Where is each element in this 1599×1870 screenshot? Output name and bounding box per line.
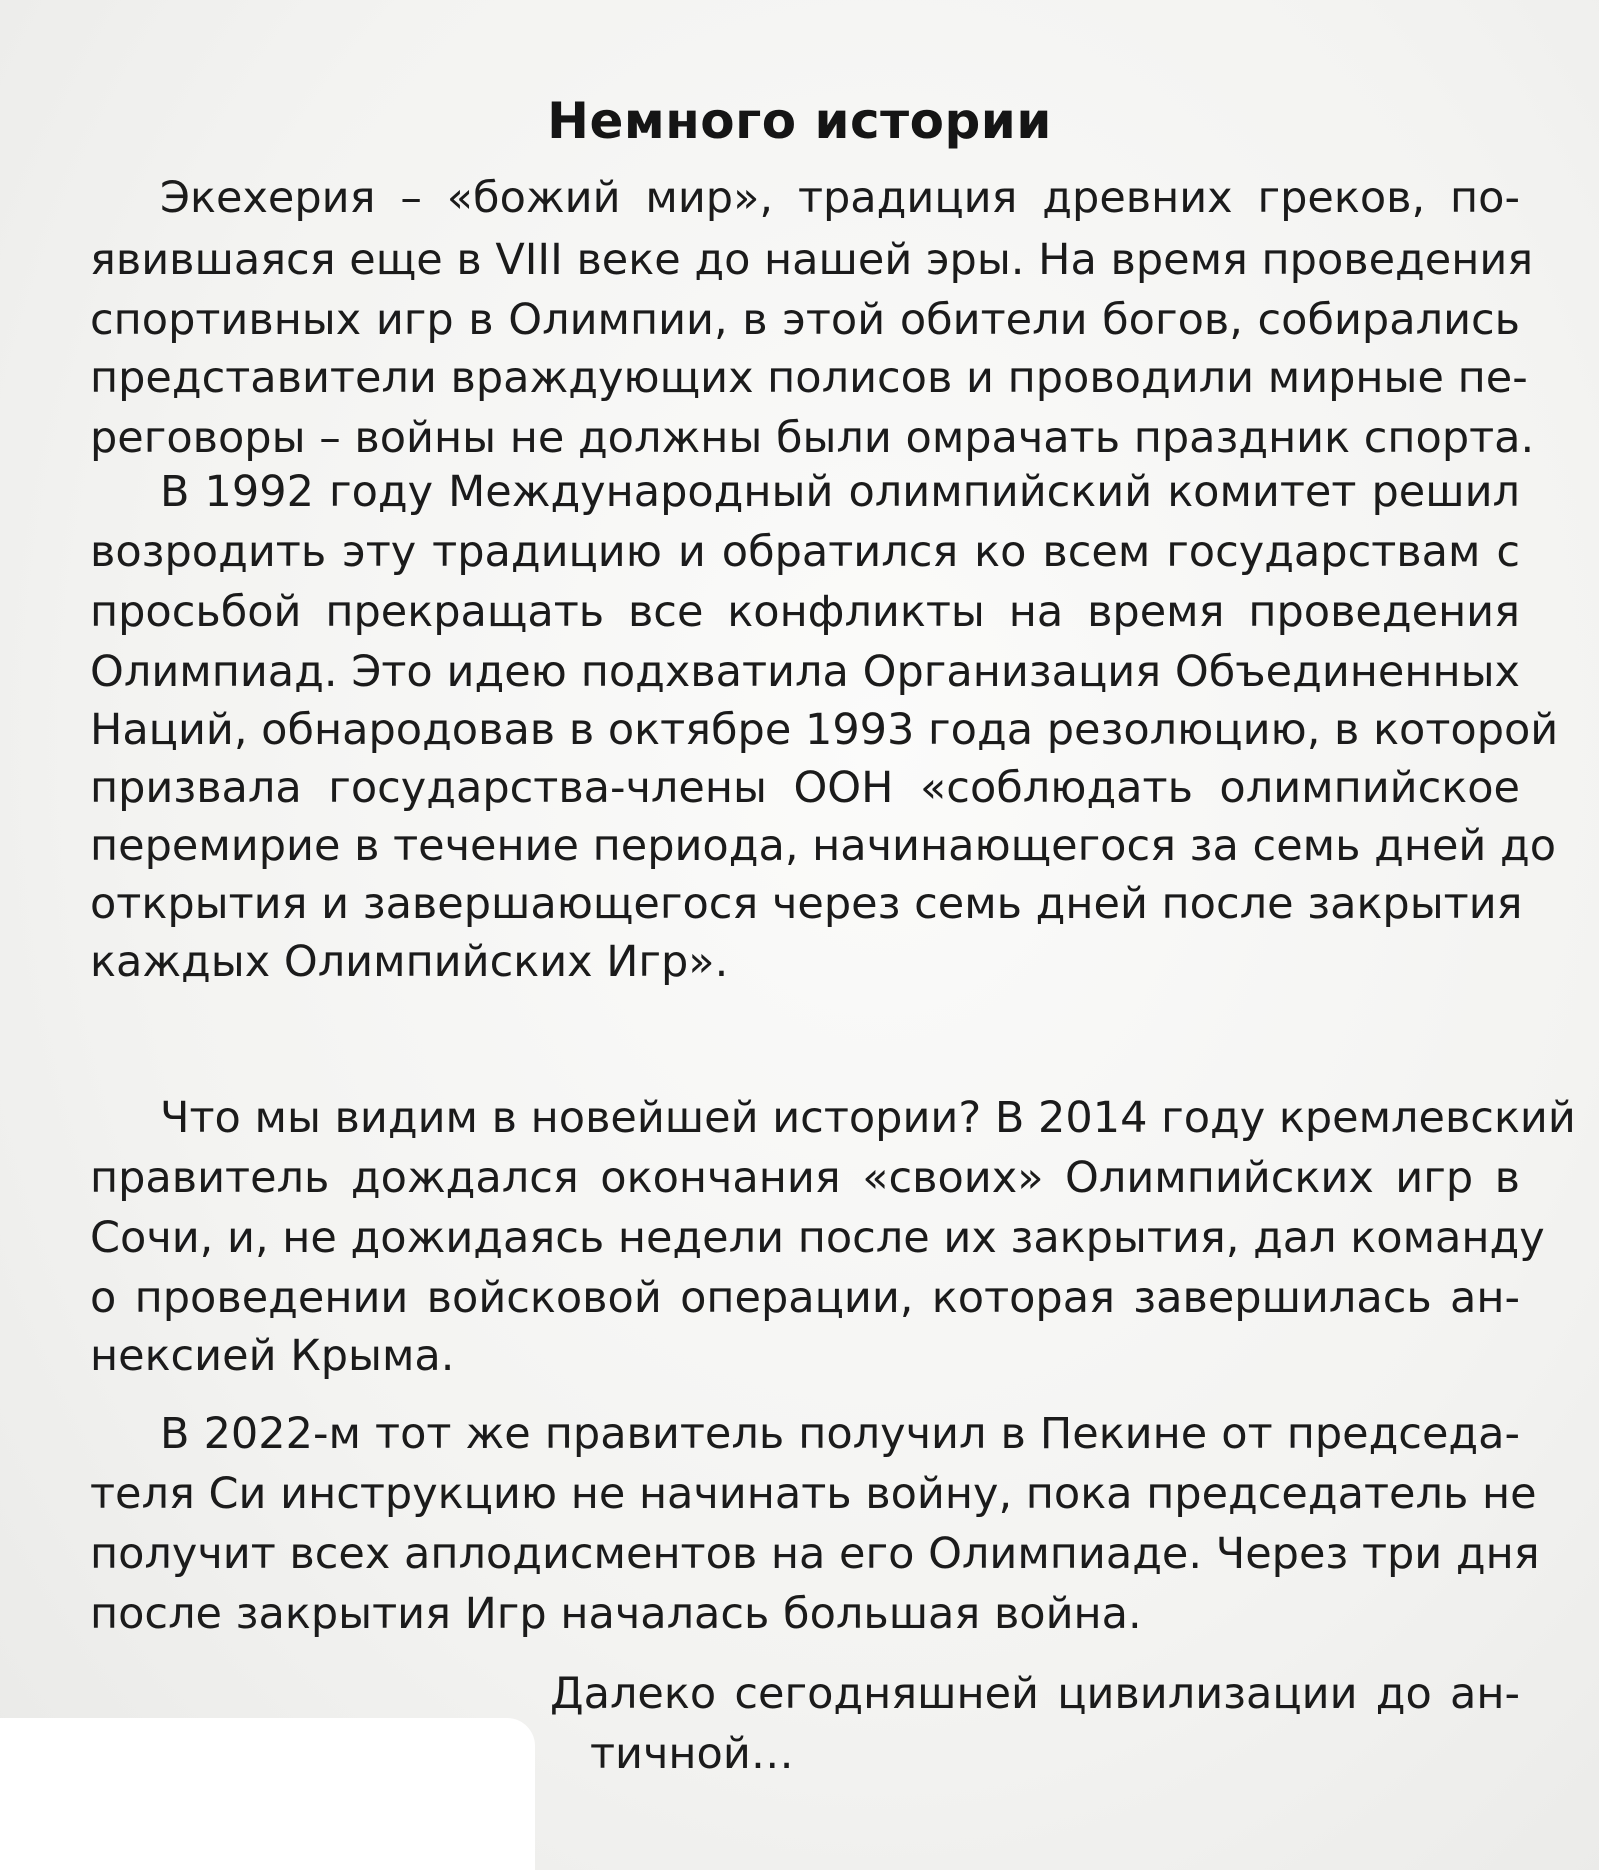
closing-line-2: тичной… — [590, 1729, 794, 1779]
paragraph-2-line-3: просьбой прекращать все конфликты на время проведения — [90, 587, 1520, 637]
paragraph-1-line-3: спортивных игр в Олимпии, в этой обители богов, собирались — [90, 295, 1520, 345]
paragraph-4-line-3: получит всех аплодисментов на его Олимпиаде. Через три дня — [90, 1529, 1540, 1579]
paragraph-2-line-1: В 1992 году Международный олимпийский комитет решил — [160, 467, 1520, 517]
paragraph-3-line-3: Сочи, и, не дожидаясь недели после их закрытия, дал команду — [90, 1213, 1545, 1263]
paragraph-4-line-1: В 2022-м тот же правитель получил в Пекине от председа- — [160, 1409, 1520, 1459]
paragraph-2-line-8: открытия и завершающегося через семь дней после закрытия — [90, 879, 1523, 929]
paragraph-3-line-1: Что мы видим в новейшей истории? В 2014 году кремлевский — [160, 1093, 1576, 1143]
paragraph-2-line-9: каждых Олимпийских Игр». — [90, 937, 729, 987]
redaction-patch — [0, 1718, 535, 1870]
closing-line-1: Далеко сегодняшней цивилизации до ан- — [550, 1669, 1520, 1719]
page-title: Немного истории — [547, 92, 1052, 150]
paragraph-2-line-4: Олимпиад. Это идею подхватила Организация Объединенных — [90, 647, 1520, 697]
paragraph-1-line-5: реговоры – войны не должны были омрачать праздник спорта. — [90, 413, 1535, 463]
paragraph-1-line-4: представители враждующих полисов и проводили мирные пе- — [90, 353, 1528, 403]
paragraph-2-line-2: возродить эту традицию и обратился ко всем государствам с — [90, 527, 1520, 577]
paragraph-3-line-4: о проведении войсковой операции, которая завершилась ан- — [90, 1273, 1520, 1323]
paragraph-2-line-5: Наций, обнародовав в октябре 1993 года резолюцию, в которой — [90, 705, 1559, 755]
paragraph-3-line-5: нексией Крыма. — [90, 1331, 455, 1381]
paragraph-1-line-1: Экехерия – «божий мир», традиция древних греков, по- — [160, 173, 1520, 223]
paragraph-2-line-6: призвала государства-члены ООН «соблюдать олимпийское — [90, 763, 1520, 813]
paragraph-4-line-4: после закрытия Игр началась большая война. — [90, 1589, 1142, 1639]
paragraph-2-line-7: перемирие в течение периода, начинающегося за семь дней до — [90, 821, 1557, 871]
paragraph-3-line-2: правитель дождался окончания «своих» Олимпийских игр в — [90, 1153, 1520, 1203]
paragraph-1-line-2: явившаяся еще в VIII веке до нашей эры. На время проведения — [90, 235, 1534, 285]
paragraph-4-line-2: теля Си инструкцию не начинать войну, пока председатель не — [90, 1469, 1537, 1519]
